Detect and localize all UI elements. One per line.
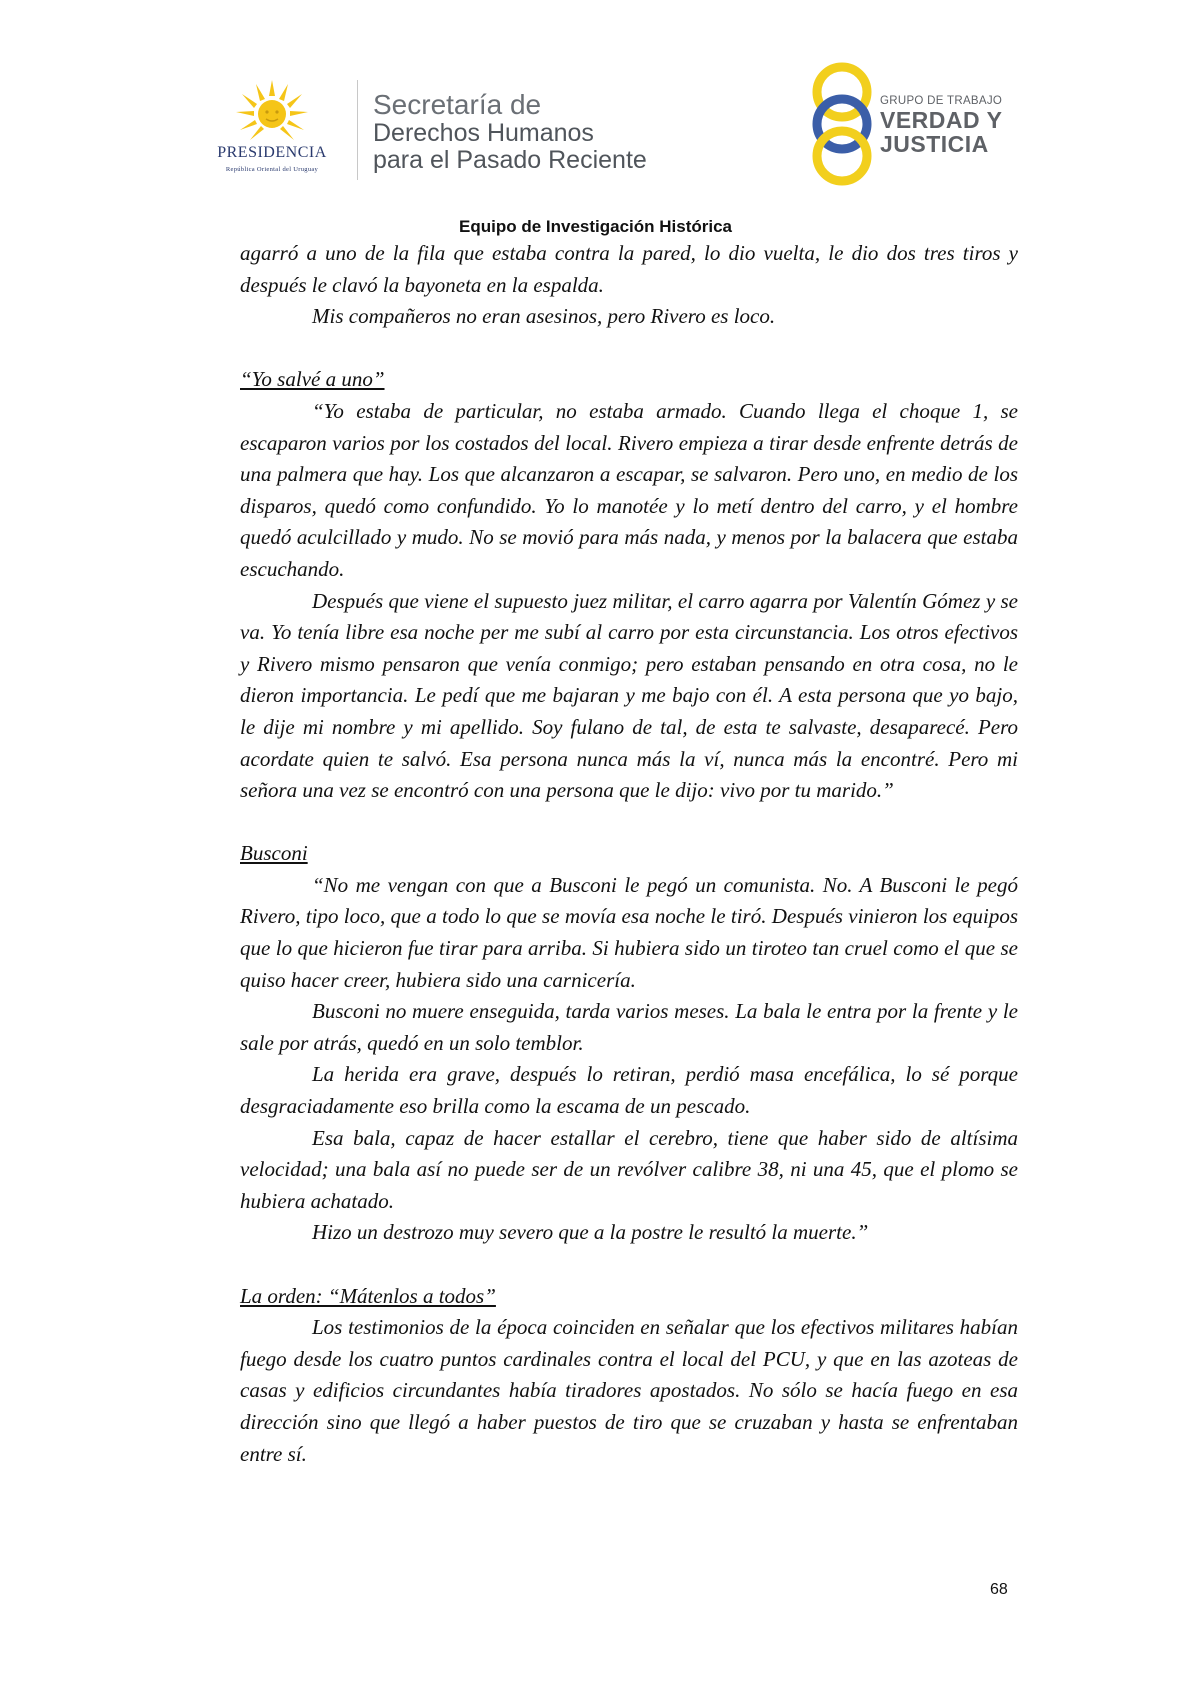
heading-text: Busconi [240,841,308,866]
section-heading [240,838,1018,870]
document-body [240,238,1018,1470]
grupo-trabajo-text [880,94,1002,156]
paragraph: Mis compañeros no eran asesinos, pero Rivero es loco. [312,304,776,329]
paragraph: Los testimonios de la época coinciden en señalar que los efectivos militares habían fuego desde los cuatro puntos cardinales contra el local del PCU, y que en las azoteas de casas y edificios circundantes había tiradores apostados. No sólo se hacía fuego en esa dirección sino que llegó a haber puestos de tiro que se cruzaban y hasta se enfrentaban entre sí. [240,1315,1018,1466]
paragraph: Busconi no muere enseguida, tarda varios meses. La bala le entra por la frente y le sale por atrás, quedó en un solo temblor. [240,999,1018,1055]
presidencia-name: PRESIDENCIA [217,144,327,161]
presidencia-logo [196,80,348,180]
heading-text: “Yo salvé a uno” [240,367,385,392]
page-number: 68 [990,1581,1008,1598]
sun-icon [236,80,308,142]
secretaria-line-3: para el Pasado Reciente [373,146,647,174]
secretaria-line-1: Secretaría de [373,89,542,120]
paragraph: La herida era grave, después lo retiran, perdió masa encefálica, lo sé porque desgraciadamente eso brilla como la escama de un pescado. [240,1062,1018,1119]
paragraph: agarró a uno de la fila que estaba contra la pared, lo dio vuelta, le dio dos tres tiros y después le clavó la bayoneta en la espalda. [240,241,1018,297]
paragraph: “No me vengan con que a Busconi le pegó un comunista. No. A Busconi le pegó Rivero, tipo loco, que a todo lo que se movía esa noche le tiró. Después vinieron los equipos que lo que hicieron fue tirar para arriba. Si hubiera sido un tiroteo tan cruel como el que se quiso hacer creer, hubiera sido una carnicería. [240,872,1018,992]
header-divider [357,80,358,180]
heading-text: La orden: “Mátenlos a todos” [240,1283,496,1308]
section-heading [240,364,1018,396]
secretaria-title [373,90,647,174]
team-title: Equipo de Investigación Histórica [459,217,732,236]
presidencia-subtitle: República Oriental del Uruguay [225,166,319,173]
grupo-line-1: GRUPO DE TRABAJO [880,95,1003,107]
grupo-trabajo-logo [806,62,1026,187]
secretaria-line-2: Derechos Humanos [373,119,594,147]
grupo-line-3: JUSTICIA [880,131,989,157]
paragraph: Esa bala, capaz de hacer estallar el cerebro, tiene que haber sido de altísima velocidad; una bala así no puede ser de un revólver calibre 38, ni una 45, que el plomo se hubiera achatado. [240,1125,1018,1213]
paragraph: Hizo un destrozo muy severo que a la postre le resultó la muerte.” [312,1220,869,1245]
rings-icon [806,62,878,187]
paragraph: “Yo estaba de particular, no estaba armado. Cuando llega el choque 1, se escaparon varios por los costados del local. Rivero empieza a tirar desde enfrente detrás de una palmera que hay. Los que alcanzaron a escapar, se salvaron. Pero uno, en medio de los disparos, quedó como confundido. Yo lo manotée y lo metí dentro del carro, y el hombre quedó aculcillado y mudo. No se movió para más nada, y menos por la balacera que estaba escuchando. [240,398,1018,581]
page-header [0,0,1191,236]
grupo-line-2: VERDAD Y [880,107,1003,133]
paragraph: Después que viene el supuesto juez militar, el carro agarra por Valentín Gómez y se va. Yo tenía libre esa noche per me subí al carro por esta circunstancia. Los otros efectivos y Rivero mismo pensaron que venía conmigo; pero estaban pensando en otra cosa, no le dieron importancia. Le pedí que me bajaran y me bajo con él. A esta persona que yo bajo, le dije mi nombre y mi apellido. Soy fulano de tal, de esta te salvaste, desaparecé. Pero acordate quien te salvó. Esa persona nunca más la ví, nunca más la encontré. Pero mi señora una vez se encontró con una persona que le dijo: vivo por tu marido.” [240,588,1018,803]
section-heading [240,1281,1018,1313]
